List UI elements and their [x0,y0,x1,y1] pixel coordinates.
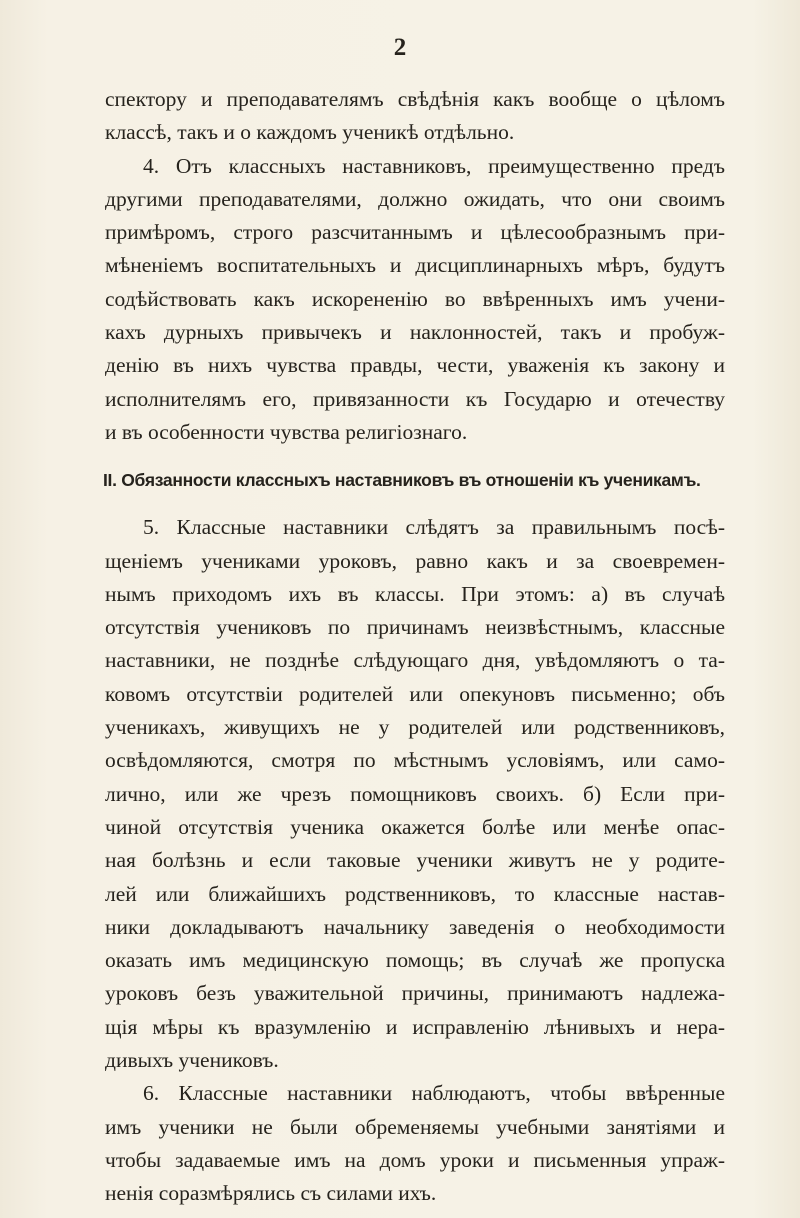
text-line: ученикахъ, живущихъ не у родителей или родственниковъ, [105,715,725,740]
text-line: исполнителямъ его, привязанности къ Государю и отечеству [105,386,725,411]
paragraph-6-start: 6. Классные наставники наблюдаютъ, чтобы ввѣренные [143,1081,725,1106]
text-line: нымъ приходомъ ихъ въ классы. При этомъ: а) въ случаѣ [105,581,725,606]
text-line: ненія соразмѣрялись съ силами ихъ. [105,1181,437,1206]
text-line: оказать имъ медицинскую помощь; въ случаѣ же пропуска [105,948,725,973]
paragraph-5-start: 5. Классные наставники слѣдятъ за правильнымъ посѣ- [143,515,725,540]
text-line: щеніемъ учениками уроковъ, равно какъ и за своевремен- [105,548,725,573]
text-line: дивыхъ учениковъ. [105,1048,279,1073]
text-line: освѣдомляются, смотря по мѣстнымъ условіямъ, или само- [105,748,725,773]
text-line: спектору и преподавателямъ свѣдѣнія какъ вообще о цѣломъ [105,87,725,111]
body-text [105,83,725,1211]
text-line: чиной отсутствія ученика окажется болѣе или менѣе опас- [105,814,725,839]
text-line: кахъ дурныхъ привычекъ и наклонностей, такъ и пробуж- [105,320,725,345]
text-line: чтобы задаваемые имъ на домъ уроки и письменныя упраж- [105,1147,725,1172]
text-line: лично, или же чрезъ помощниковъ своихъ. б) Если при- [105,781,725,806]
text-line: и въ особенности чувства религіознаго. [105,419,468,444]
text-line: примѣромъ, строго разсчитаннымъ и цѣлесообразнымъ при- [105,220,725,245]
section-heading: II. Обязанности классныхъ наставниковъ въ отношеніи къ ученикамъ. [103,470,701,491]
text-line: наставники, не позднѣе слѣдующаго дня, увѣдомляютъ о та- [105,648,725,673]
text-line: имъ ученики не были обременяемы учебными занятіями и [105,1114,725,1139]
text-line: ковомъ отсутствіи родителей или опекуновъ письменно; объ [105,681,725,706]
page-number: 2 [393,34,407,61]
text-line: лей или ближайшихъ родственниковъ, то классные настав- [105,881,725,906]
text-line: денію въ нихъ чувства правды, чести, уваженія къ закону и [105,353,725,378]
text-line: щія мѣры къ вразумленію и исправленію лѣнивыхъ и нера- [105,1014,725,1039]
text-line: классѣ, такъ и о каждомъ ученикѣ отдѣльно. [105,120,515,145]
text-line: содѣйствовать какъ искорененію во ввѣренныхъ имъ учени- [105,286,725,311]
text-line: мѣненіемъ воспитательныхъ и дисциплинарныхъ мѣръ, будутъ [105,253,725,278]
text-line: отсутствія учениковъ по причинамъ неизвѣстнымъ, классные [105,615,725,640]
text-line: ники докладываютъ начальнику заведенія о необходимости [105,914,725,939]
text-line: уроковъ безъ уважительной причины, принимаютъ надлежа- [105,981,725,1006]
text-line: ная болѣзнь и если таковые ученики живутъ не у родите- [105,848,725,873]
text-line: другими преподавателями, должно ожидать, что они своимъ [105,186,725,211]
paragraph-4-start: 4. Отъ классныхъ наставниковъ, преимущественно предъ [143,153,725,178]
